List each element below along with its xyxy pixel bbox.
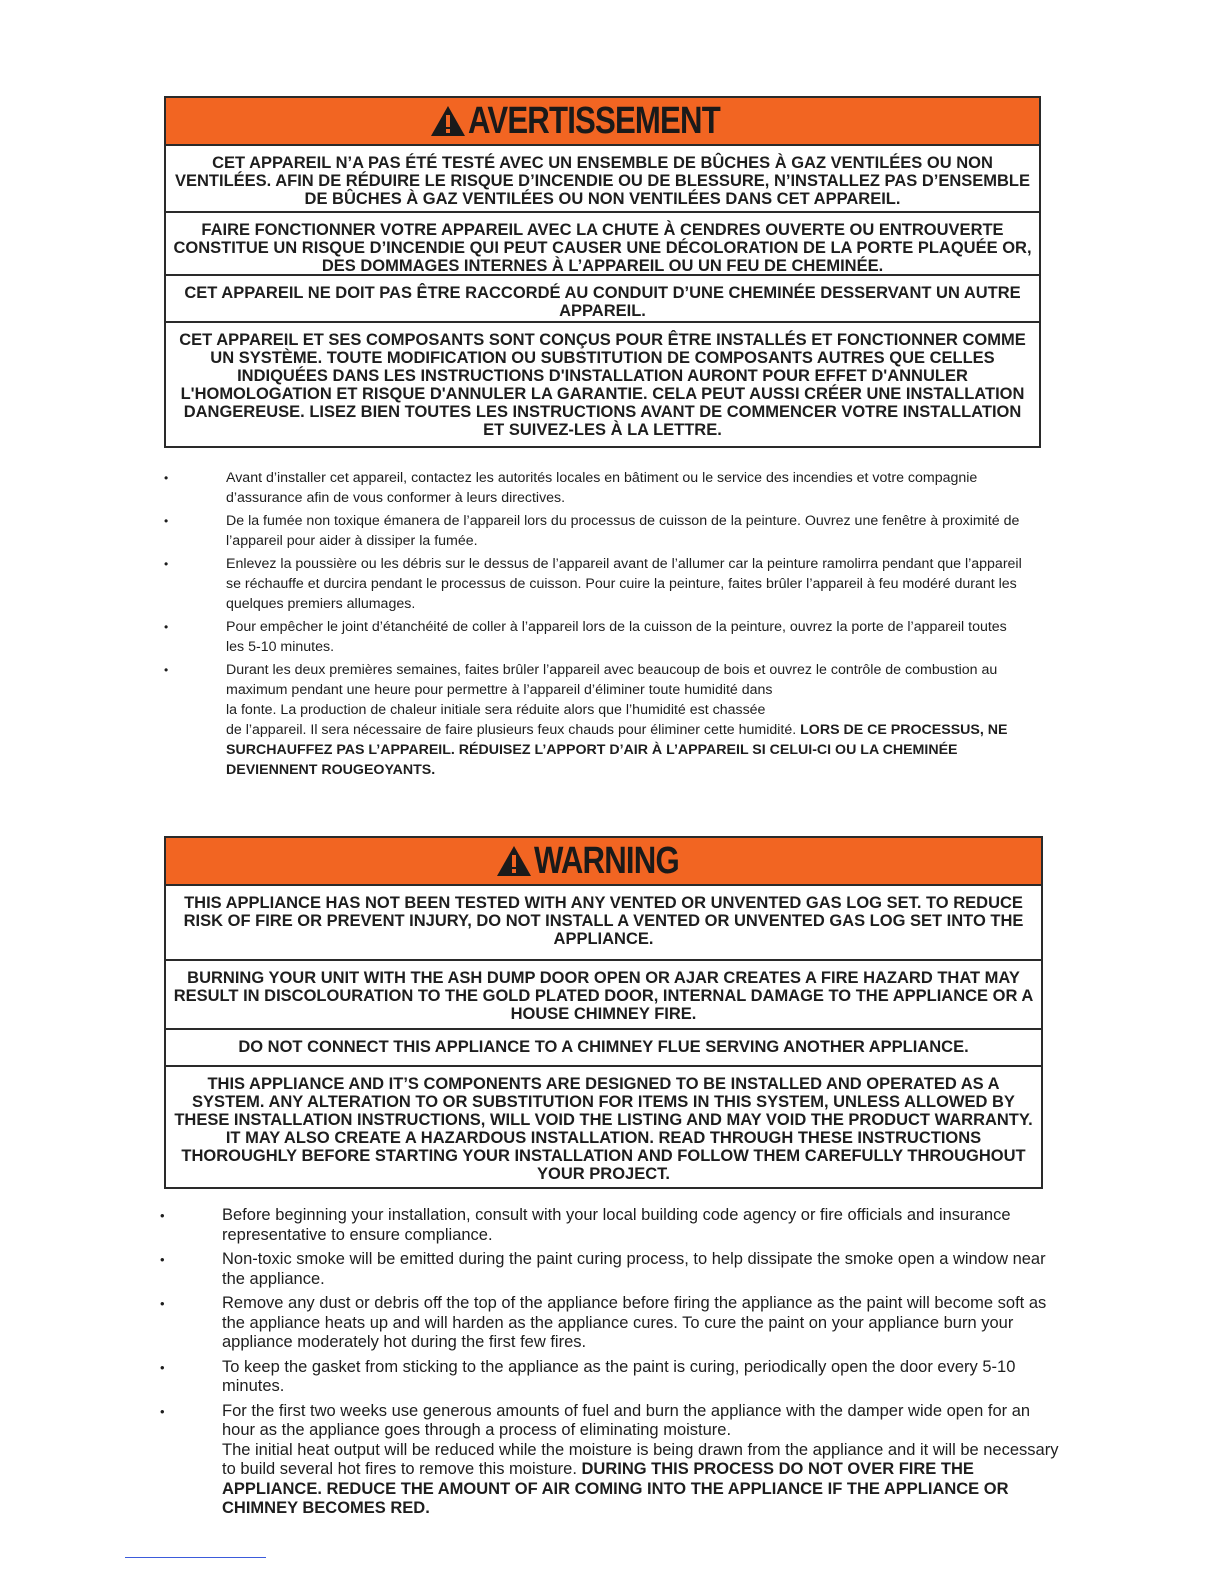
english-warning-title: WARNING — [534, 839, 680, 882]
list-item — [164, 554, 1026, 614]
list-item-text: Non-toxic smoke will be emitted during the paint curing process, to help dissipate the smoke open a window near the appliance. — [222, 1250, 1046, 1288]
bullet-marker: • — [164, 514, 169, 528]
list-item-bold-text: LORS DE CE PROCESSUS, NE SURCHAUFFEZ PAS L’APPAREIL. RÉDUISEZ L’APPORT D’AIR À L’APPAREIL SI CELUI-CI OU LA CHEMINÉE DEVIENNENT ROUGEOYANTS. — [226, 722, 1008, 778]
english-warning-box — [164, 836, 1043, 1189]
list-item-text: De la fumée non toxique émanera de l’appareil lors du processus de cuisson de la peinture. Ouvrez une fenêtre à proximité de l’appareil pour aider à dissiper la fumée. — [226, 513, 1020, 549]
english-warning-banner — [166, 838, 1041, 886]
french-warning-section-1: CET APPAREIL N’A PAS ÉTÉ TESTÉ AVEC UN ENSEMBLE DE BÛCHES À GAZ VENTILÉES OU NON VENTILÉES. AFIN DE RÉDUIRE LE RISQUE D’INCENDIE OU DE BLESSURE, N’INSTALLEZ PAS D’ENSEMBLE DE BÛCHES À GAZ VENTILÉES OU NON VENTILÉES DANS CET APPAREIL. — [174, 154, 1031, 208]
english-bullet-list — [160, 1206, 1062, 1524]
list-item — [160, 1206, 1062, 1245]
list-item-text: Before beginning your installation, consult with your local building code agency or fire officials and insurance representative to ensure compliance. — [222, 1206, 1011, 1244]
french-warning-banner — [166, 98, 1039, 146]
list-item-text: The initial heat output will be reduced while the moisture is being drawn from the appliance and it will be necessary to build several hot fires to remove this moisture. — [222, 1440, 1059, 1478]
list-item-text: Avant d’installer cet appareil, contactez les autorités locales en bâtiment ou le service des incendies et votre compagnie d’assurance afin de vous conformer à leurs directives. — [226, 470, 978, 506]
french-warning-title: AVERTISSEMENT — [467, 99, 720, 142]
list-item-text: Remove any dust or debris off the top of the appliance before firing the appliance as the paint will become soft as the appliance heats up and will harden as the appliance cures. To cure the paint on your appliance burn your appliance moderately hot during the first few fires. — [222, 1294, 1047, 1351]
list-item-text: For the first two weeks use generous amounts of fuel and burn the appliance with the damper wide open for an hour as the appliance goes through a process of eliminating moisture. — [222, 1401, 1031, 1439]
list-item — [160, 1401, 1062, 1519]
bullet-marker: • — [164, 620, 169, 634]
english-warning-section-4: THIS APPLIANCE AND IT’S COMPONENTS ARE DESIGNED TO BE INSTALLED AND OPERATED AS A SYSTEM. ANY ALTERATION TO OR SUBSTITUTION FOR ITEMS IN THIS SYSTEM, UNLESS ALLOWED BY THESE INSTALLATION INSTRUCTIONS, WILL VOID THE LISTING AND MAY VOID THE PRODUCT WARRANTY. IT MAY ALSO CREATE A HAZARDOUS INSTALLATION. READ THROUGH THESE INSTRUCTIONS THOROUGHLY BEFORE STARTING YOUR INSTALLATION AND FOLLOW THEM CAREFULLY THROUGHOUT YOUR PROJECT. — [166, 1065, 1041, 1187]
list-item-text: Pour empêcher le joint d’étanchéité de coller à l’appareil lors de la cuisson de la peinture, ouvrez la porte de l’appareil toutes les 5-10 minutes. — [226, 619, 1007, 655]
bullet-marker: • — [160, 1296, 165, 1311]
list-item — [164, 468, 1026, 508]
list-item-text: Durant les deux premières semaines, faites brûler l’appareil avec beaucoup de bois et ouvrez le contrôle de combustion au maximum pendant une heure pour permettre à l’appareil d’éliminer toute humidité dans — [226, 662, 998, 698]
english-warning-section-3: DO NOT CONNECT THIS APPLIANCE TO A CHIMNEY FLUE SERVING ANOTHER APPLIANCE. — [166, 1028, 1041, 1065]
list-item-text: To keep the gasket from sticking to the appliance as the paint is curing, periodically open the door every 5-10 minutes. — [222, 1357, 1016, 1395]
french-bullet-list — [164, 468, 1026, 783]
list-item — [164, 660, 1026, 780]
bullet-marker: • — [164, 663, 169, 677]
footer-divider — [125, 1557, 266, 1558]
bullet-marker: • — [164, 557, 169, 571]
list-item — [160, 1250, 1062, 1289]
bullet-marker: • — [160, 1208, 165, 1223]
french-warning-box — [164, 96, 1041, 448]
english-warning-section-1: THIS APPLIANCE HAS NOT BEEN TESTED WITH ANY VENTED OR UNVENTED GAS LOG SET. TO REDUCE RISK OF FIRE OR PREVENT INJURY, DO NOT INSTALL A VENTED OR UNVENTED GAS LOG SET INTO THE APPLIANCE. — [183, 894, 1024, 948]
french-warning-section-3: CET APPAREIL NE DOIT PAS ÊTRE RACCORDÉ AU CONDUIT D’UNE CHEMINÉE DESSERVANT UN AUTRE APPAREIL. — [166, 274, 1039, 321]
list-item-text: Enlevez la poussière ou les débris sur le dessus de l’appareil avant de l’allumer car la peinture ramolirra pendant que l’appareil se réchauffe et durcira pendant le processus de cuisson. Pour cuire la peinture, faites brûler l’appareil à feu modéré durant les quelques premiers allumages. — [226, 556, 1022, 612]
french-warning-section-2: FAIRE FONCTIONNER VOTRE APPAREIL AVEC LA CHUTE À CENDRES OUVERTE OU ENTROUVERTE CONSTITUE UN RISQUE D’INCENDIE QUI PEUT CAUSER UNE DÉCOLORATION DE LA PORTE PLAQUÉE OR, DES DOMMAGES INTERNES À L’APPAREIL OU UN FEU DE CHEMINÉE. — [166, 211, 1039, 274]
list-item — [164, 511, 1026, 551]
bullet-marker: • — [160, 1359, 165, 1375]
list-item — [160, 1294, 1062, 1353]
list-item-bold-text: DURING THIS PROCESS DO NOT OVER FIRE THE APPLIANCE. REDUCE THE AMOUNT OF AIR COMING INTO THE APPLIANCE IF THE APPLIANCE OR CHIMNEY BECOMES RED. — [222, 1460, 1009, 1517]
warning-triangle-icon — [430, 105, 466, 137]
bullet-marker: • — [160, 1252, 165, 1267]
bullet-marker: • — [160, 1403, 165, 1419]
bullet-marker: • — [164, 471, 169, 485]
english-warning-section-2: BURNING YOUR UNIT WITH THE ASH DUMP DOOR OPEN OR AJAR CREATES A FIRE HAZARD THAT MAY RESULT IN DISCOLOURATION TO THE GOLD PLATED DOOR, INTERNAL DAMAGE TO THE APPLIANCE OR A HOUSE CHIMNEY FIRE. — [166, 959, 1041, 1028]
list-item — [164, 617, 1026, 657]
french-warning-section-4: CET APPAREIL ET SES COMPOSANTS SONT CONÇUS POUR ÊTRE INSTALLÉS ET FONCTIONNER COMME UN SYSTÈME. TOUTE MODIFICATION OU SUBSTITUTION DE COMPOSANTS AUTRES QUE CELLES INDIQUÉES DANS LES INSTRUCTIONS D'INSTALLATION AURONT POUR EFFET D'ANNULER L'HOMOLOGATION ET RISQUE D'ANNULER LA GARANTIE. CELA PEUT AUSSI CRÉER UNE INSTALLATION DANGEREUSE. LISEZ BIEN TOUTES LES INSTRUCTIONS AVANT DE COMMENCER VOTRE INSTALLATION ET SUIVEZ-LES À LA LETTRE. — [166, 321, 1039, 448]
list-item — [160, 1357, 1062, 1397]
warning-triangle-icon — [496, 845, 532, 877]
list-item-text: de l’appareil. Il sera nécessaire de faire plusieurs feux chauds pour éliminer cette humidité. — [226, 722, 797, 738]
list-item-text: la fonte. La production de chaleur initiale sera réduite alors que l’humidité est chassée — [226, 702, 766, 718]
